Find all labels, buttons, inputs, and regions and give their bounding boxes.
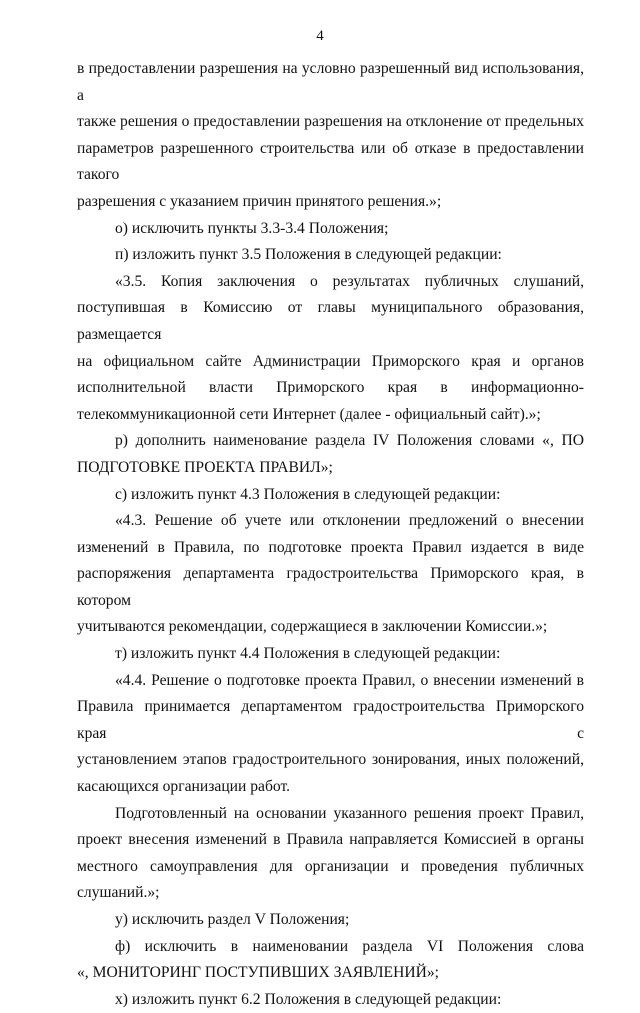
- text-line: «, МОНИТОРИНГ ПОСТУПИВШИХ ЗАЯВЛЕНИЙ»;: [77, 964, 439, 982]
- paragraph: [77, 987, 584, 1013]
- paragraph: [77, 801, 584, 907]
- text-line: изменений в Правила, по подготовке проекта Правил издается в виде: [77, 538, 584, 556]
- text-line: у) исключить раздел V Положения;: [115, 911, 350, 928]
- text-line: распоряжения департамента градостроительства Приморского края, в котором: [77, 565, 584, 609]
- page-number: 4: [316, 28, 324, 44]
- text-line: «4.4. Решение о подготовке проекта Правил, о внесении изменений в: [115, 671, 584, 689]
- text-line: ф) исключить в наименовании раздела VI Положения слова: [115, 937, 584, 955]
- text-line: с) изложить пункт 4.3 Положения в следующей редакции:: [115, 485, 501, 503]
- text-line: слушаний.»;: [77, 884, 160, 902]
- text-line: Подготовленный на основании указанного решения проект Правил,: [115, 804, 584, 822]
- text-line: учитываются рекомендации, содержащиеся в заключении Комиссии.»;: [77, 618, 548, 636]
- paragraph: [77, 907, 584, 934]
- paragraph: [77, 508, 584, 641]
- text-line: местного самоуправления для организации и проведения публичных: [77, 857, 584, 875]
- paragraph: [77, 242, 584, 269]
- text-line: «3.5. Копия заключения о результатах публичных слушаний,: [115, 272, 584, 290]
- text-line: х) изложить пункт 6.2 Положения в следующей редакции:: [115, 990, 502, 1008]
- document-body: [77, 56, 584, 1013]
- paragraph: [77, 269, 584, 429]
- text-line: о) исключить пункты 3.3-3.4 Положения;: [115, 219, 389, 237]
- paragraph: [77, 934, 584, 987]
- text-line: на официальном сайте Администрации Приморского края и органов: [77, 352, 584, 370]
- text-line: т) изложить пункт 4.4 Положения в следующей редакции:: [115, 645, 501, 663]
- text-line: «4.3. Решение об учете или отклонении предложений о внесении: [115, 512, 584, 530]
- paragraph: [77, 641, 584, 668]
- text-line: разрешения с указанием причин принятого решения.»;: [77, 192, 442, 210]
- paragraph: [77, 668, 584, 801]
- text-line: Правила принимается департаментом градостроительства Приморского края с: [77, 698, 584, 742]
- text-line: касающихся организации работ.: [77, 778, 291, 796]
- paragraph: [77, 482, 584, 509]
- text-line: поступившая в Комиссию от главы муниципального образования, размещается: [77, 299, 584, 343]
- text-line: р) дополнить наименование раздела IV Положения словами «, ПО: [115, 432, 584, 450]
- paragraph: [77, 56, 584, 216]
- text-line: проект внесения изменений в Правила направляется Комиссией в органы: [77, 831, 584, 849]
- text-line: исполнительной власти Приморского края в информационно-: [77, 379, 584, 397]
- text-line: также решения о предоставлении разрешения на отклонение от предельных: [77, 113, 584, 131]
- text-line: ПОДГОТОВКЕ ПРОЕКТА ПРАВИЛ»;: [77, 458, 333, 476]
- text-line: п) изложить пункт 3.5 Положения в следующей редакции:: [115, 246, 502, 264]
- text-line: параметров разрешенного строительства или об отказе в предоставлении такого: [77, 139, 584, 184]
- text-line: телекоммуникационной сети Интернет (далее - официальный сайт).»;: [77, 405, 541, 423]
- paragraph: [77, 428, 584, 481]
- text-line: установлением этапов градостроительного зонирования, иных положений,: [77, 751, 584, 769]
- paragraph: [77, 216, 584, 243]
- text-line: в предоставлении разрешения на условно разрешенный вид использования, а: [77, 60, 584, 104]
